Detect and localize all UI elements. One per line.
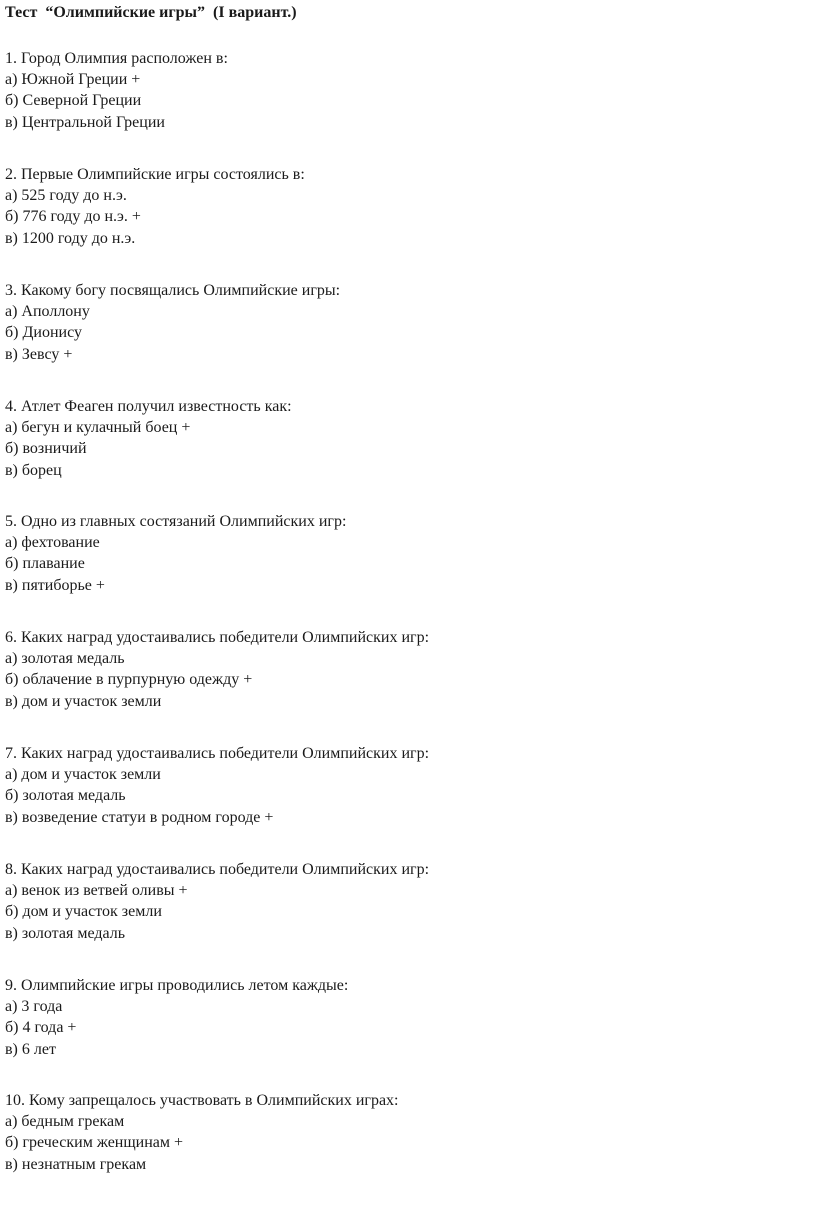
answer-option: б) возничий [5,440,87,458]
answer-option: б) Дионису [5,324,82,342]
question-text: 7. Каких наград удостаивались победители Олимпийских игр: [5,745,430,762]
answer-option: а) бегун и кулачный боец + [5,419,191,437]
answer-option: в) незнатным грекам [5,1155,147,1173]
answer-option: в) Зевсу + [5,345,73,363]
answer-option: б) 4 года + [5,1019,77,1037]
answer-option: б) золотая медаль [5,787,126,805]
answer-option: в) 1200 году до н.э. [5,229,136,247]
question-text: 9. Олимпийские игры проводились летом каждые: [5,977,349,994]
question-block [5,743,429,828]
question-block [5,859,429,944]
answer-option: а) бедным грекам [5,1113,125,1131]
answer-option: б) плавание [5,555,85,573]
answer-option: а) венок из ветвей оливы + [5,882,188,900]
question-text: 8. Каких наград удостаивались победители Олимпийских игр: [5,861,430,878]
question-block [5,975,348,1060]
answer-option: в) Центральной Греции [5,113,165,131]
answer-option: б) Северной Греции [5,92,142,110]
question-block [5,48,228,133]
answer-option: б) греческим женщинам + [5,1134,184,1152]
question-block [5,511,346,596]
answer-option: а) золотая медаль [5,650,125,668]
answer-option: в) 6 лет [5,1040,56,1058]
answer-option: в) возведение статуи в родном городе + [5,808,274,826]
answer-option: а) 525 году до н.э. [5,187,127,205]
answer-option: в) дом и участок земли [5,692,162,710]
question-text: 5. Одно из главных состязаний Олимпийских игр: [5,513,347,530]
answer-option: б) облачение в пурпурную одежду + [5,671,253,689]
question-text: 3. Какому богу посвящались Олимпийские игры: [5,282,341,299]
answer-option: в) золотая медаль [5,924,125,942]
answer-option: а) Аполлону [5,303,90,321]
question-block [5,164,305,249]
question-text: 2. Первые Олимпийские игры состоялись в: [5,166,305,183]
question-text: 6. Каких наград удостаивались победители Олимпийских игр: [5,629,430,646]
answer-option: б) 776 году до н.э. + [5,208,141,226]
answer-option: а) Южной Греции + [5,71,141,89]
question-block [5,627,429,712]
answer-option: а) дом и участок земли [5,766,161,784]
question-text: 4. Атлет Феаген получил известность как: [5,398,292,415]
question-text: 1. Город Олимпия расположен в: [5,50,228,67]
answer-option: б) дом и участок земли [5,903,162,921]
answer-option: в) пятиборье + [5,576,105,594]
answer-option: а) 3 года [5,998,63,1016]
answer-option: в) борец [5,461,62,479]
question-block [5,280,340,365]
document-title: Тест “Олимпийские игры” (I вариант.) [5,4,297,21]
question-block [5,396,292,481]
question-block [5,1090,399,1175]
question-text: 10. Кому запрещалось участвовать в Олимпийских играх: [5,1092,399,1109]
answer-option: а) фехтование [5,534,100,552]
